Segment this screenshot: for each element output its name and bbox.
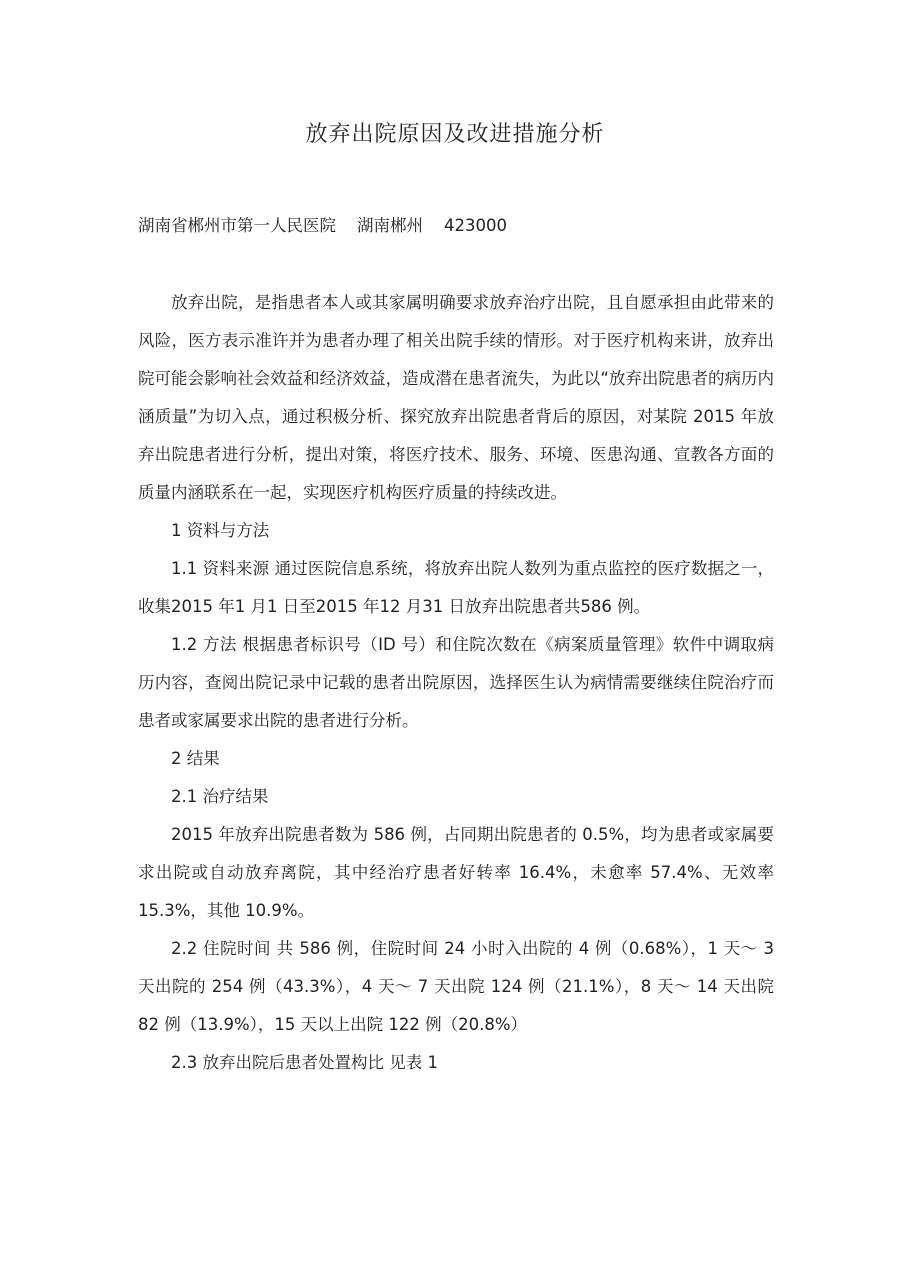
document-title: 放弃出院原因及改进措施分析 <box>305 122 605 147</box>
subsection-disposition: 2.3 放弃出院后患者处置构比 见表 1 <box>171 1053 438 1072</box>
subsection-treatment-results: 2.1 治疗结果 <box>171 787 269 806</box>
section-heading-methods: 1 资料与方法 <box>171 521 270 540</box>
section-heading-results: 2 结果 <box>171 749 220 768</box>
author-affiliation: 湖南省郴州市第一人民医院 湖南郴州 423000 <box>138 216 507 235</box>
subsection-hospital-stay: 2.2 住院时间 共 586 例，住院时间 24 小时入出院的 4 例（0.68%），1 天～ 3 天出院的 254 例（43.3%），4 天～ 7 天出院 124 例（21.1%），8 天～ 14 天出院 82 例（13.9%），15 天以上出院 122 例（20.8%） <box>138 939 774 1034</box>
treatment-results-paragraph: 2015 年放弃出院患者数为 586 例，占同期出院患者的 0.5%，均为患者或家属要求出院或自动放弃离院，其中经治疗患者好转率 16.4%，未愈率 57.4%、无效率 15.3%，其他 10.9%。 <box>138 825 774 920</box>
intro-paragraph: 放弃出院，是指患者本人或其家属明确要求放弃治疗出院，且自愿承担由此带来的风险，医方表示准许并为患者办理了相关出院手续的情形。对于医疗机构来讲，放弃出院可能会影响社会效益和经济效益，造成潜在患者流失，为此以“放弃出院患者的病历内涵质量”为切入点，通过积极分析、探究放弃出院患者背后的原因，对某院 2015 年放弃出院患者进行分析，提出对策，将医疗技术、服务、环境、医患沟通、宣教各方面的质量内涵联系在一起，实现医疗机构医疗质量的持续改进。 <box>138 293 774 502</box>
subsection-data-source: 1.1 资料来源 通过医院信息系统，将放弃出院人数列为重点监控的医疗数据之一，收集2015 年1 月1 日至2015 年12 月31 日放弃出院患者共586 例。 <box>138 559 774 616</box>
subsection-method: 1.2 方法 根据患者标识号（ID 号）和住院次数在《病案质量管理》软件中调取病历内容，查阅出院记录中记载的患者出院原因，选择医生认为病情需要继续住院治疗而患者或家属要求出院的患者进行分析。 <box>138 635 774 730</box>
document-body <box>138 284 774 1082</box>
